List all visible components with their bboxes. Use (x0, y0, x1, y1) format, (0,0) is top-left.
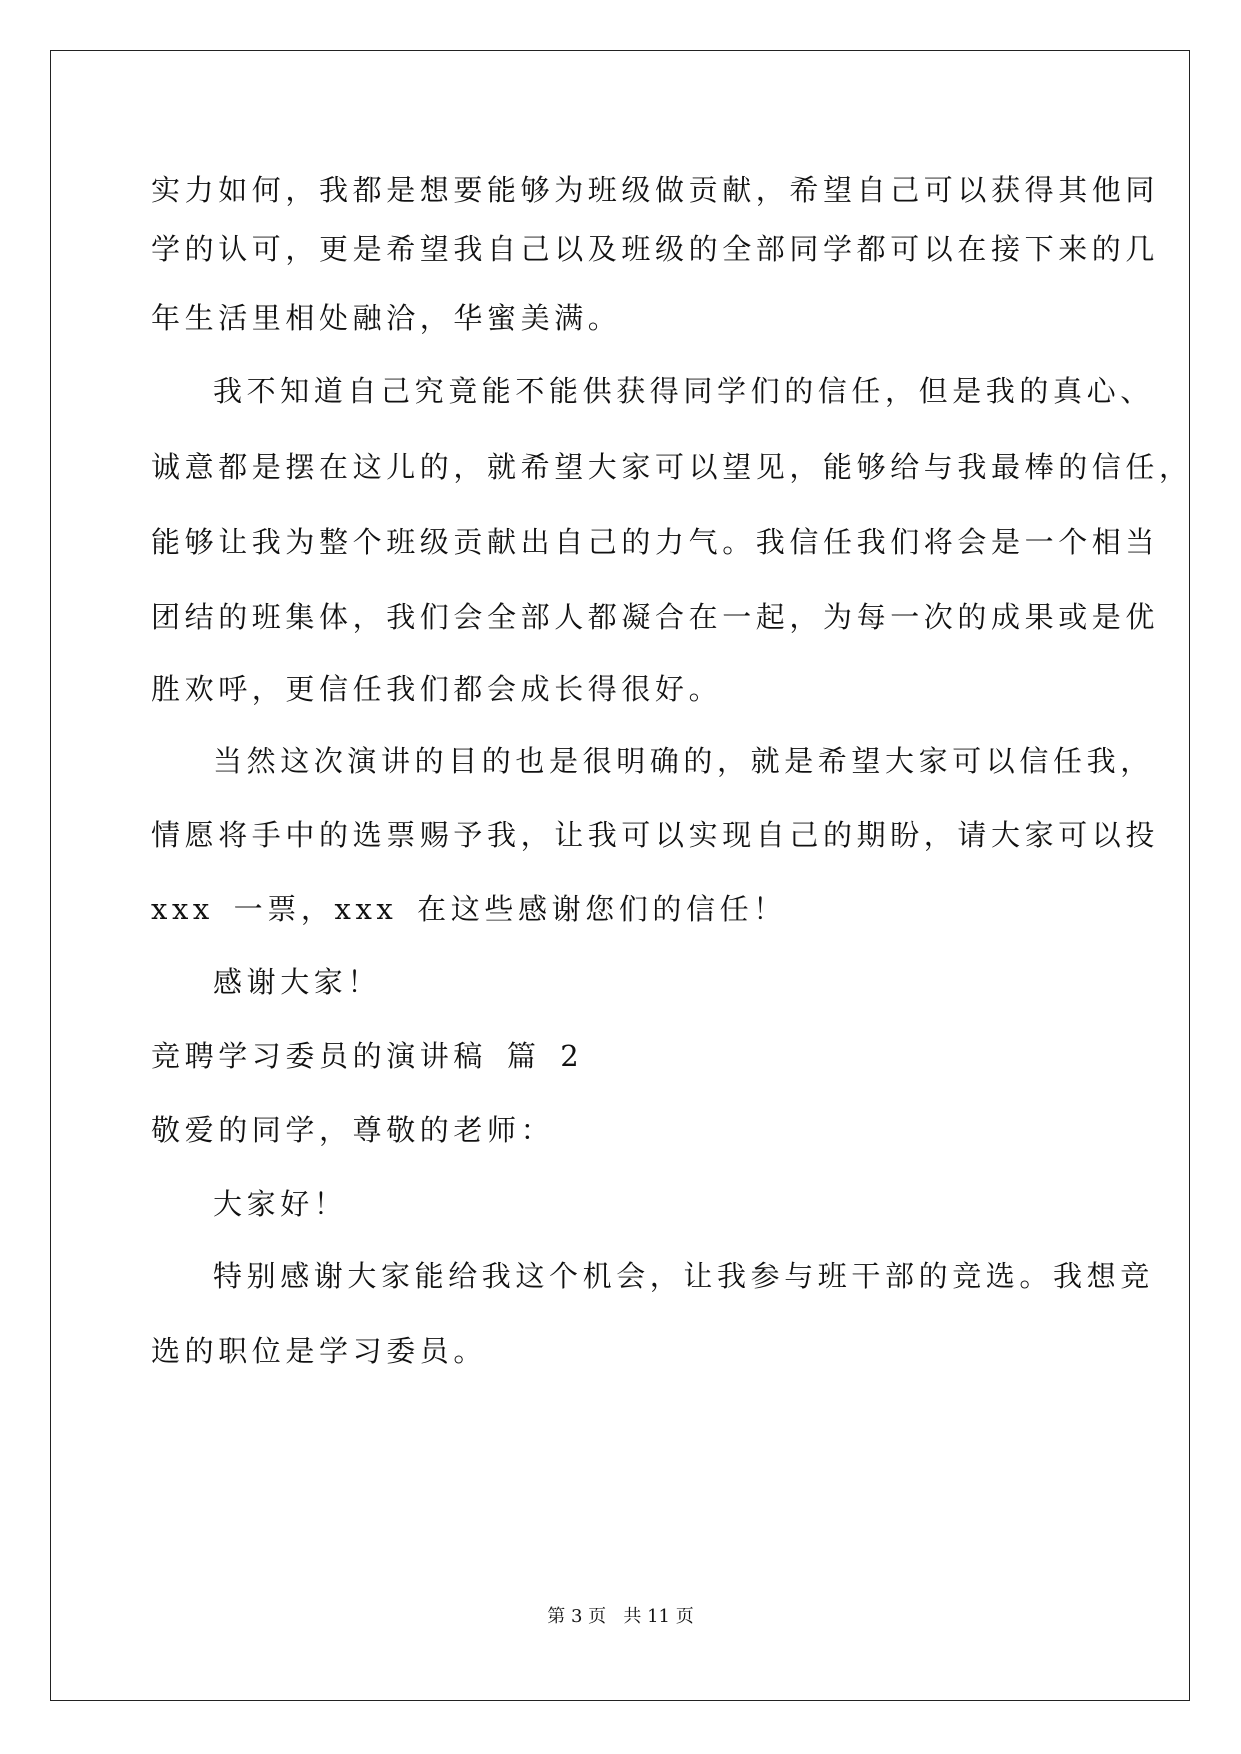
text-line: 学的认可，更是希望我自己以及班级的全部同学都可以在接下来的几 (151, 232, 1160, 266)
text-line: 能够让我为整个班级贡献出自己的力气。我信任我们将会是一个相当 (151, 525, 1160, 559)
text-line: 特别感谢大家能给我这个机会，让我参与班干部的竞选。我想竞 (213, 1259, 1154, 1293)
text-line: 胜欢呼，更信任我们都会成长得很好。 (151, 672, 723, 706)
text-line: xxx 一票，xxx 在这些感谢您们的信任！ (151, 892, 787, 926)
text-line: 年生活里相处融洽，华蜜美满。 (151, 301, 622, 335)
page-number: 第 3 页 共 11 页 (547, 1606, 694, 1627)
greeting: 大家好！ (213, 1187, 348, 1221)
section-heading: 竞聘学习委员的演讲稿 篇 2 (151, 1039, 584, 1073)
salutation: 敬爱的同学，尊敬的老师： (151, 1113, 555, 1147)
text-line: 情愿将手中的选票赐予我，让我可以实现自己的期盼，请大家可以投 (151, 818, 1160, 852)
text-line: 当然这次演讲的目的也是很明确的，就是希望大家可以信任我， (213, 744, 1154, 778)
text-line: 实力如何，我都是想要能够为班级做贡献，希望自己可以获得其他同 (151, 173, 1160, 207)
text-line: 我不知道自己究竟能不能供获得同学们的信任，但是我的真心、 (213, 374, 1154, 408)
text-line: 感谢大家！ (213, 965, 382, 999)
text-line: 诚意都是摆在这儿的，就希望大家可以望见，能够给与我最棒的信任， (151, 450, 1193, 484)
text-line: 选的职位是学习委员。 (151, 1334, 488, 1368)
text-line: 团结的班集体，我们会全部人都凝合在一起，为每一次的成果或是优 (151, 600, 1160, 634)
